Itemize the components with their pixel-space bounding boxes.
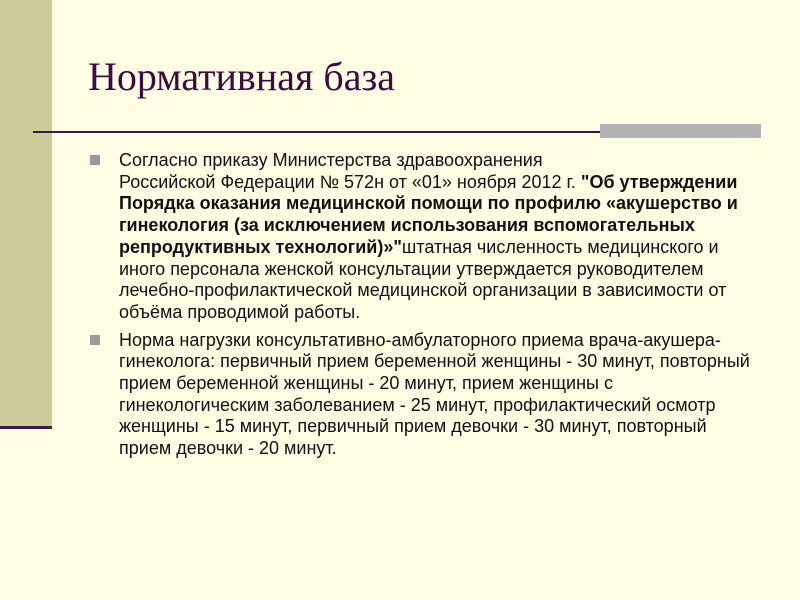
square-bullet-icon xyxy=(90,155,100,165)
square-bullet-icon xyxy=(90,335,100,345)
bullet-bold-title: "Об утверждении Порядка оказания медицинской помощи по профилю «акушерство и гинекология (за исключением использования вспомогательных репродуктивных технологий)»" xyxy=(119,171,738,257)
bullet-lead-text: Согласно приказу Министерства здравоохранения Российской Федерации № 572н от «01» ноября 2012 г. xyxy=(119,150,576,192)
bullet-list xyxy=(90,150,750,466)
slide-title: Нормативная база xyxy=(88,54,396,99)
bullet-text: Норма нагрузки консультативно-амбулаторного приема врача-акушера-гинеколога: первичный прием беременной женщины - 30 минут, повторный прием беременной женщины - 20 минут, прием женщины с гинекологическим заболеванием - 25 минут, профилактический осмотр женщины - 15 минут, первичный прием девочки - 30 минут, повторный прием девочки - 20 минут. xyxy=(119,329,750,459)
sidebar-underline xyxy=(0,426,52,429)
bullet-item-order xyxy=(90,150,750,324)
bullet-tail-text: штатная численность медицинского и иного персонала женской консультации утверждается руководителем лечебно-профилактической медицинской организации в зависимости от объёма проводимой работы. xyxy=(119,236,727,322)
sidebar-band xyxy=(0,0,52,428)
divider-accent-bar xyxy=(600,124,761,138)
bullet-item-norm xyxy=(90,330,750,460)
